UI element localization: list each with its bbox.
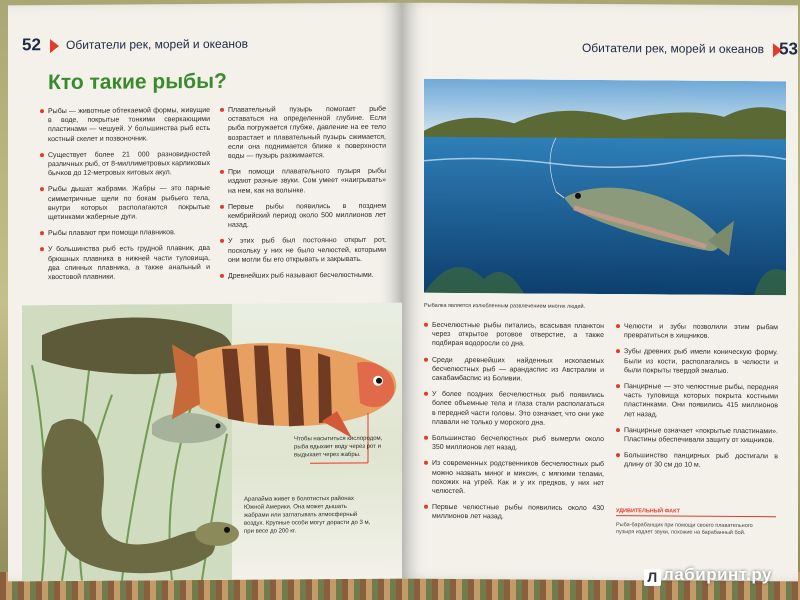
fact-paragraph: Панцирные — это челюстные рыбы, передняя часть туловища которых покрыта костными пластинками. Они появились 415 миллионов лет назад. [616, 382, 778, 420]
fact-paragraph: Первые челюстные рыбы появились около 430 миллионов лет назад. [424, 503, 604, 523]
fact-paragraph: У этих рыб был постоянно открыт рот, поскольку у них не было челюстей, которыми они могли бы его открывать и закрывать. [220, 236, 386, 265]
fishing-photo [424, 79, 786, 296]
amazing-fact-label: УДИВИТЕЛЬНЫЙ ФАКТ [616, 508, 680, 515]
fact-paragraph: Первые рыбы появились в позднем кембрийский период около 500 миллионов лет назад. [220, 202, 386, 231]
fact-paragraph: Из современных родственников бесчелюстных рыб можно назвать миног и миксин, с мягкими телами, похожих на угрей. Как и у их предков, у них нет челюстей. [424, 459, 604, 497]
fish-illustration [22, 303, 402, 582]
fact-paragraph: Большинство бесчелюстных рыб вымерли около 350 миллионов лет назад. [424, 434, 604, 454]
page-header-left: Обитатели рек, морей и океанов [66, 36, 249, 52]
page-number-left: 52 [22, 35, 41, 55]
fact-paragraph: При помощи плавательного пузыря рыбы издают разные звуки. Сом умеет «наигрывать» на нем, как на волынке. [220, 167, 386, 196]
fact-paragraph: Плавательный пузырь помогает рыбе оставаться на определенной глубине. Если рыба погружается глубже, давление на ее тело возрастает и плавательный пузырь сжимается, если она поднимается ближе к поверхности воды — пузырь разжимается. [220, 105, 386, 161]
amazing-fact-divider [616, 515, 776, 517]
fishing-photo-svg [424, 79, 786, 296]
fact-paragraph: Челюсти и зубы позволили этим рыбам превратиться в хищников. [616, 322, 778, 342]
fact-paragraph: Бесчелюстные рыбы питались, всасывая планктон через открытое ротовое отверстие, а также подбирая водоросли со дна. [424, 321, 604, 350]
fact-paragraph: Древнейших рыб называют бесчелюстными. [220, 271, 386, 281]
fact-paragraph: У большинства рыб есть грудной плавник, два брюшных плавника в нижней части туловища, два спинных плавника, а также анальный и хвостовой плавники. [40, 244, 210, 282]
fact-paragraph: Большинство панцирных рыб достигали в длину от 30 см до 10 м. [616, 451, 778, 471]
open-book [8, 4, 798, 584]
page-header-right: Обитатели рек, морей и океанов [581, 40, 764, 57]
fact-paragraph: Рыбы плавают при помощи плавников. [40, 228, 210, 238]
watermark-site: лабиринт.ру [663, 565, 772, 584]
left-column-2 [220, 105, 386, 288]
amazing-fact-text: Рыба-барабанщик при помощи своего плавательного пузыря издает звуки, похожие на барабанный бой. [616, 522, 753, 537]
right-column-2 [616, 322, 778, 478]
right-page [402, 3, 798, 582]
fact-paragraph: Рыбы — животные обтекаемой формы, живущие в воде, покрытые тонкими сверкающими пластинами — чешуей. У большинства рыб есть костный скелет и позвоночник. [40, 106, 210, 144]
breathing-note: Чтобы насытиться кислородом, рыба вдыхает воду через рот и выдыхает через жабры. [294, 435, 383, 459]
page-number-right: 53 [779, 39, 798, 59]
header-arrow-left-icon [50, 39, 59, 53]
photo-caption: Рыбалка является излюбленным развлечением многих людей. [424, 302, 586, 310]
fact-paragraph: Зубы древних рыб имели коническую форму. Были из кости, располагались в челюсти и были покрыты твердой эмалью. [616, 348, 778, 377]
labirint-watermark [644, 565, 772, 586]
fact-paragraph: Рыбы дышат жабрами. Жабры — это парные симметричные щели по бокам рыбьего тела, внутри которых располагаются покрытые щетинками жаберные дуги. [40, 184, 210, 222]
arapaima-note: Арапайма живет в болотистых районах Южной Америки. Она может дышать жабрами или заглатывать атмосферный воздух. Крупные особи могут дорасти до 3 м, при весе до 200 кг. [244, 495, 371, 535]
right-column-1 [424, 321, 604, 530]
fact-paragraph: Панцирные означает «покрытые пластинами». Пластины обеспечивали защиту от хищников. [616, 426, 778, 446]
fact-paragraph: У более поздних бесчелюстных рыб появились более объемные тела и глаза стали располагаться в передней части головы. Это означает, что они уже плавали не только у морского дна. [424, 390, 604, 428]
left-column-1 [40, 106, 210, 289]
left-page [8, 3, 402, 582]
page-title: Кто такие рыбы? [48, 69, 227, 95]
labirint-logo-icon: Л [644, 569, 661, 586]
fact-paragraph: Существует более 21 000 разновидностей различных рыб, от 8-миллиметровых карликовых бычков до 12-метровых китовых акул. [40, 150, 210, 179]
fact-paragraph: Среди древнейших найденных ископаемых бесчелюстных рыб — арандаспис из Австралии и сакабамбаспис из Боливии. [424, 355, 604, 384]
